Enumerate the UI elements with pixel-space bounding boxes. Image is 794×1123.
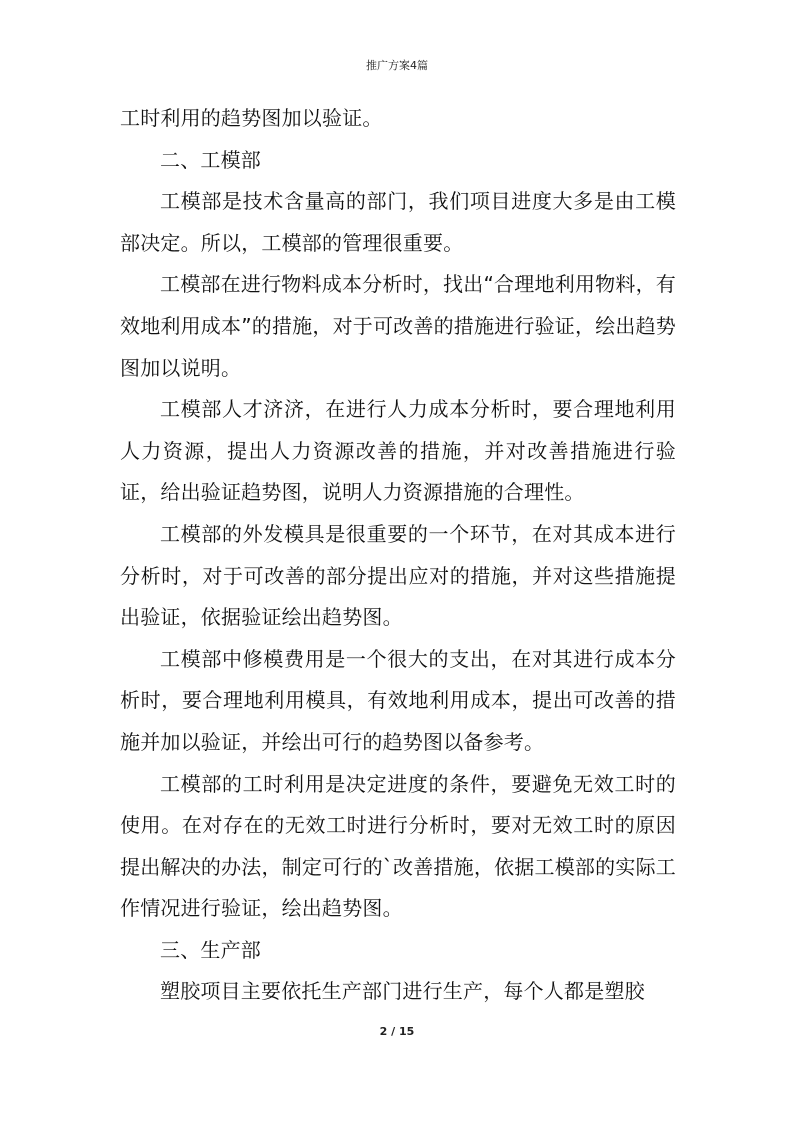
section-heading-tooling: 二、工模部: [160, 147, 261, 172]
section-heading-production: 三、生产部: [160, 937, 261, 962]
paragraph: 工模部的外发模具是很重要的一个环节，在对其成本进行分析时，对于可改善的部分提出应对的措施，并对这些措施提出验证，依据验证绘出趋势图。: [120, 521, 676, 630]
paragraph: 工模部中修模费用是一个很大的支出，在对其进行成本分析时，要合理地利用模具，有效地利用成本，提出可改善的措施并加以验证，并绘出可行的趋势图以备参考。: [120, 646, 676, 754]
paragraph: 工模部的工时利用是决定进度的条件，要避免无效工时的使用。在对存在的无效工时进行分析时，要对无效工时的原因提出解决的办法，制定可行的`改善措施，依据工模部的实际工作情况进行验证，绘出趋势图。: [120, 771, 676, 921]
paragraph: 工模部人才济济，在进行人力成本分析时，要合理地利用人力资源，提出人力资源改善的措施，并对改善措施进行验证，给出验证趋势图，说明人力资源措施的合理性。: [120, 397, 676, 505]
paragraph: 工模部是技术含量高的部门，我们项目进度大多是由工模部决定。所以，工模部的管理很重要。: [120, 189, 676, 255]
paragraph-continuation: 工时利用的趋势图加以验证。: [120, 106, 383, 130]
page-header: 推广方案4篇: [366, 59, 428, 72]
paragraph: 塑胶项目主要依托生产部门进行生产，每个人都是塑胶: [160, 979, 645, 1004]
page-number: 2 / 15: [379, 1025, 415, 1038]
paragraph: 工模部在进行物料成本分析时，找出“合理地利用物料，有效地利用成本”的措施，对于可改善的措施进行验证，绘出趋势图加以说明。: [120, 272, 676, 380]
document-body: [120, 98, 676, 1013]
